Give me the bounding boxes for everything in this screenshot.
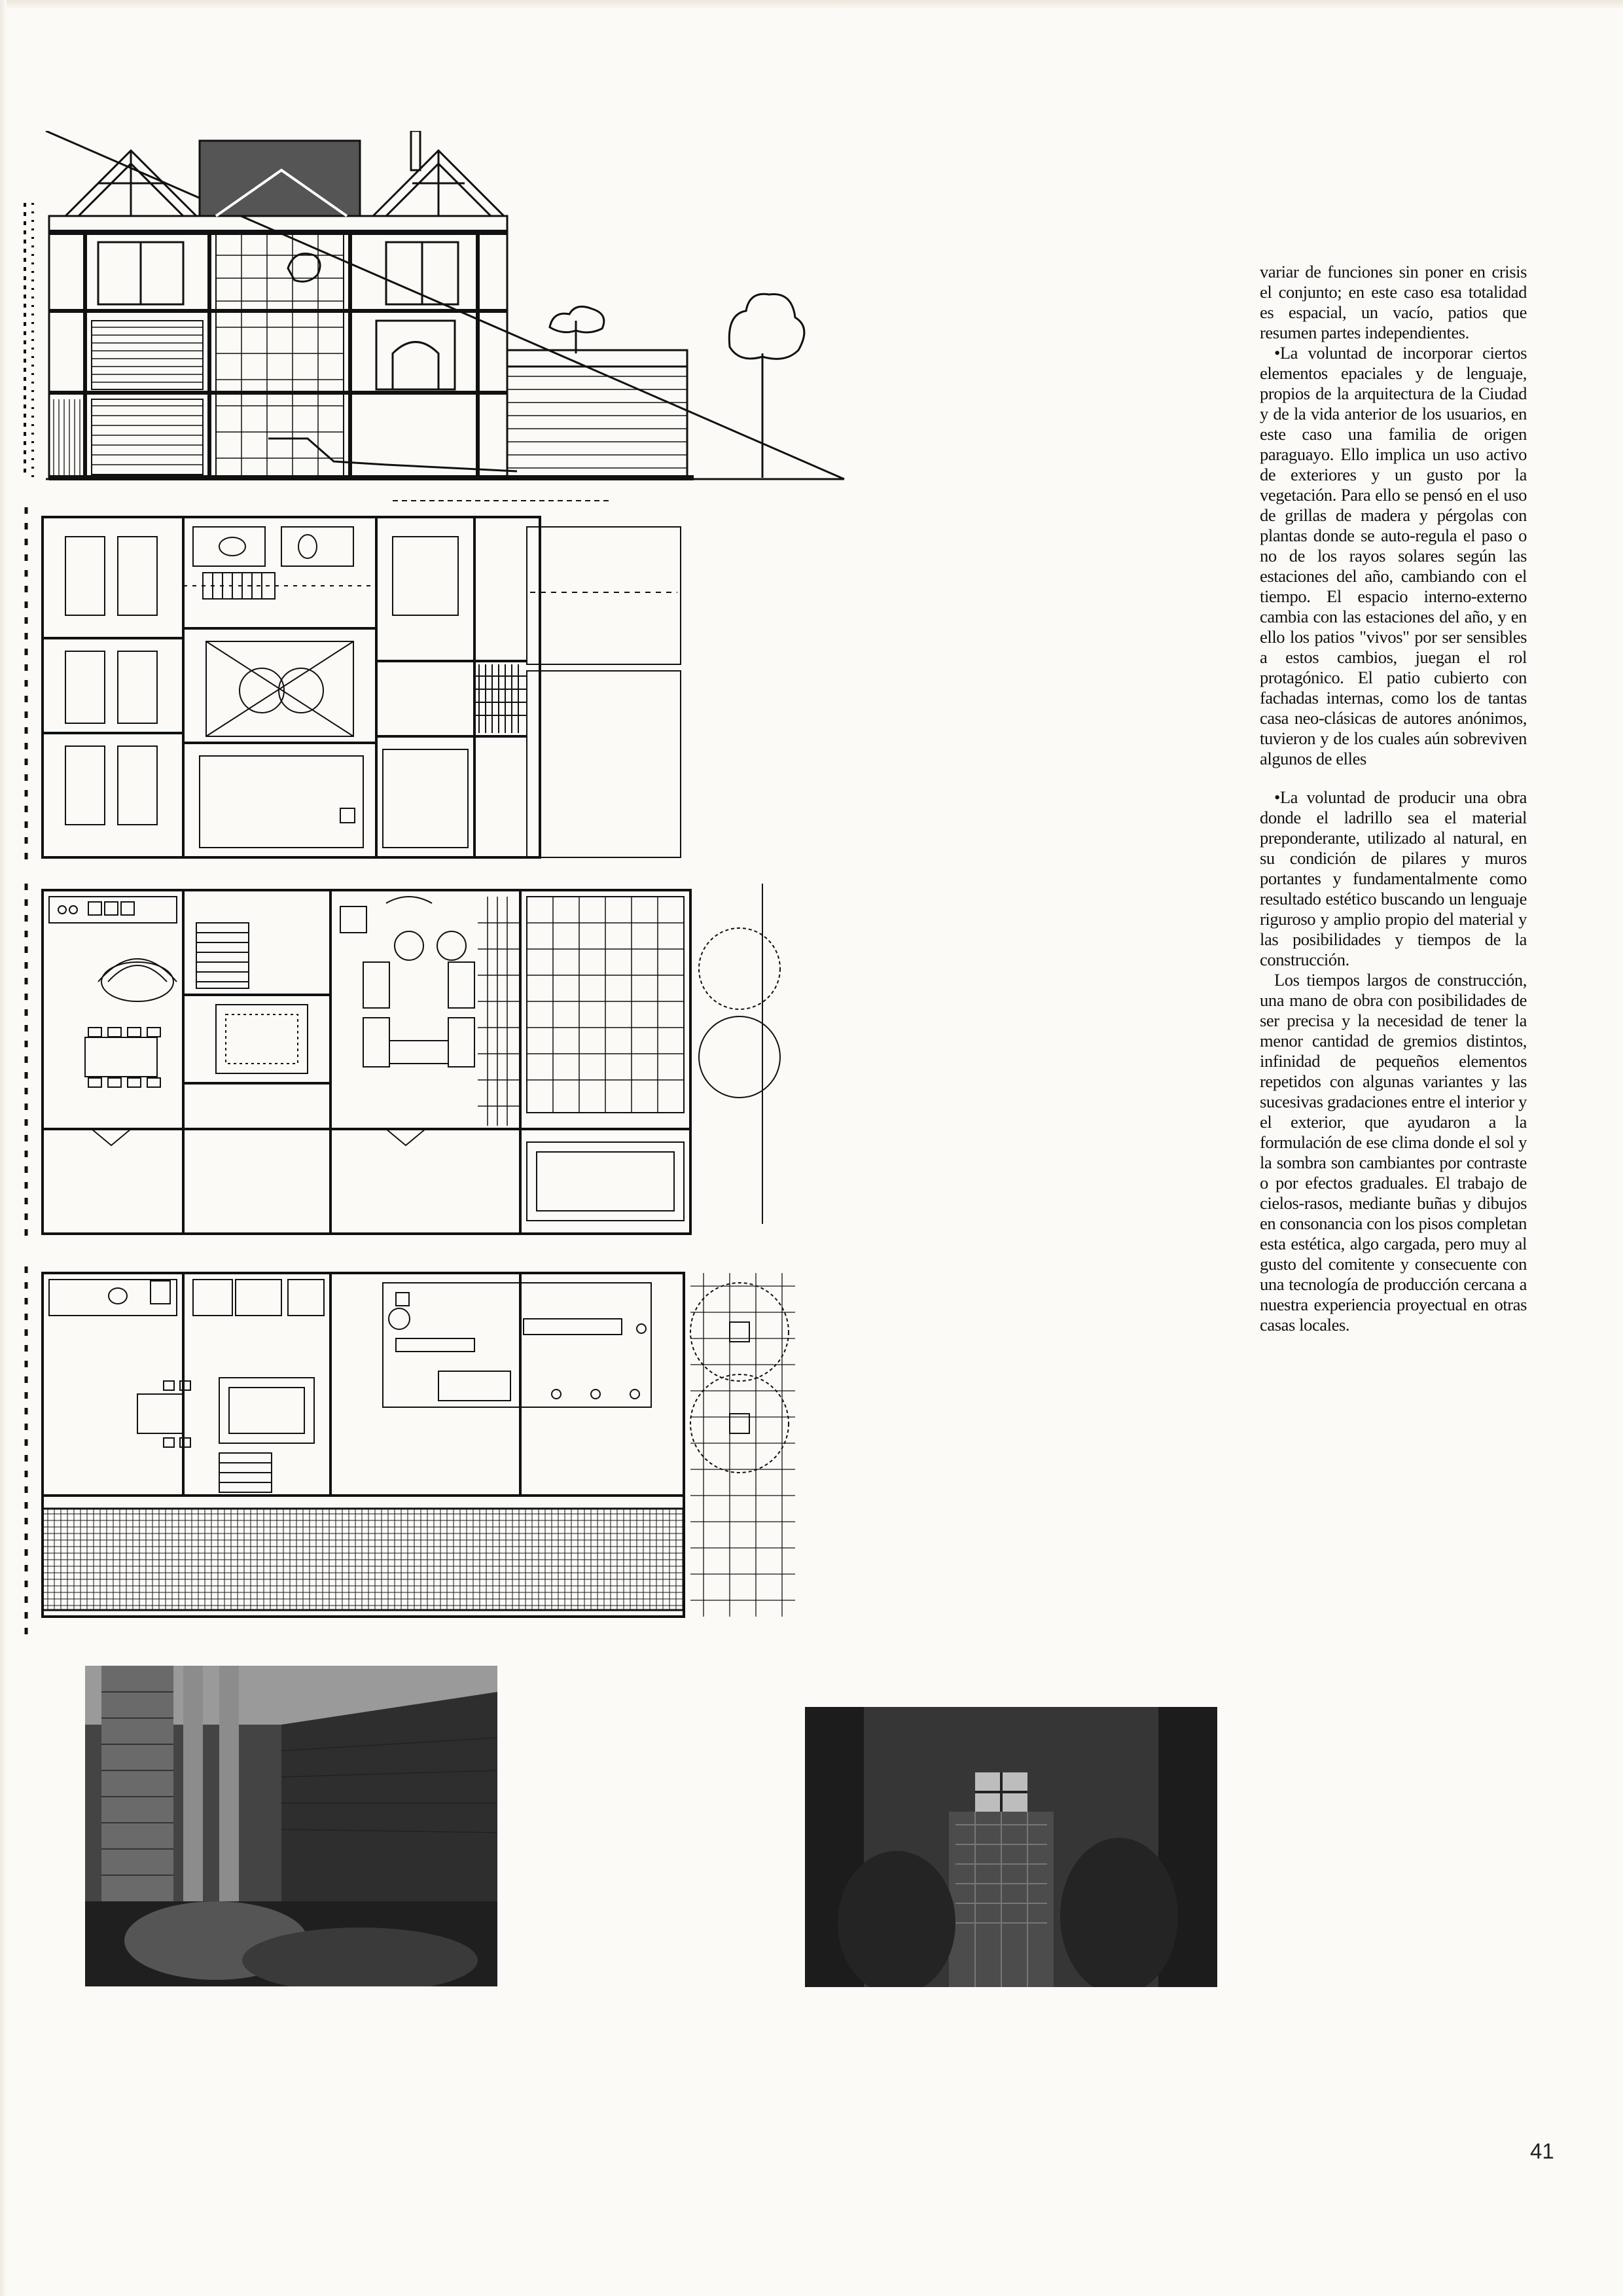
courtyard-photo-left bbox=[85, 1666, 497, 1986]
article-paragraph: Los tiempos largos de construcción, una mano de obra con posibilidades de ser precisa y la necesidad de tener la menor cantidad de gremios distintos, infinidad de pequeños elementos repetidos con algunas variantes y las sucesivas gradaciones entre el interior y el exterior, que ayudaron a la formulación de ese clima donde el sol y la sombra son cambiantes por contraste o por efectos graduales. El trabajo de cielos-rasos, mediante buñas y dibujos en consonancia con los pisos completan esta estética, algo cargada, pero muy al gusto del comitente y consecuente con una tecnología de producción cercana a nuestra experiencia proyectual en otras casas locales. bbox=[1260, 970, 1527, 1335]
courtyard-photo-right-svg bbox=[805, 1707, 1217, 1987]
section-elevation-drawing bbox=[20, 131, 857, 504]
article-paragraph: •La voluntad de incorporar ciertos elementos epaciales y de lenguaje, propios de la arquitectura de la Ciudad y de la vida anterior de los usuarios, en este caso una familia de origen paraguayo. Ello implica un uso activo de exteriores y un gusto por la vegetación. Para ello se pensó en el uso de grillas de madera y pérgolas con plantas donde se auto-regula el paso o no de los rayos solares según las estaciones del año, cambiando con el tiempo. El espacio interno-externo cambia con las estaciones del año, y en ello los patios "vivos" por ser sensibles a estos cambios, juegan el rol protagónico. El patio cubierto con fachadas internas, como los de tantas casa neo-clásicas de autores anónimos, tuvieron y de los cuales aún sobreviven algunos de elles bbox=[1260, 343, 1527, 768]
article-text-column bbox=[1260, 262, 1527, 1335]
courtyard-photo-left-svg bbox=[85, 1666, 497, 1986]
floor-plan-main-svg bbox=[20, 884, 831, 1240]
article-paragraph: variar de funciones sin poner en crisis el conjunto; en este caso esa totalidad es espacial, un vacío, patios que resumen partes independientes. bbox=[1260, 262, 1527, 342]
scan-edge-top bbox=[0, 0, 1623, 9]
page-number: 41 bbox=[1530, 2139, 1554, 2163]
floor-plan-ground-svg bbox=[20, 1266, 831, 1640]
floor-plan-upper-svg bbox=[20, 507, 687, 864]
floor-plan-ground-drawing bbox=[20, 1266, 831, 1640]
floor-plan-upper-drawing bbox=[20, 507, 687, 864]
section-elevation-svg bbox=[20, 131, 857, 504]
floor-plan-main-drawing bbox=[20, 884, 831, 1240]
article-paragraph: •La voluntad de producir una obra donde el ladrillo sea el material preponderante, utilizado al natural, en su condición de pilares y muros portantes y fundamentalmente como resultado estético buscando un lenguaje riguroso y amplio propio del material y las posibilidades y tiempos de la construcción. bbox=[1260, 787, 1527, 969]
scan-edge-left bbox=[0, 0, 7, 2296]
courtyard-photo-right bbox=[805, 1707, 1217, 1987]
